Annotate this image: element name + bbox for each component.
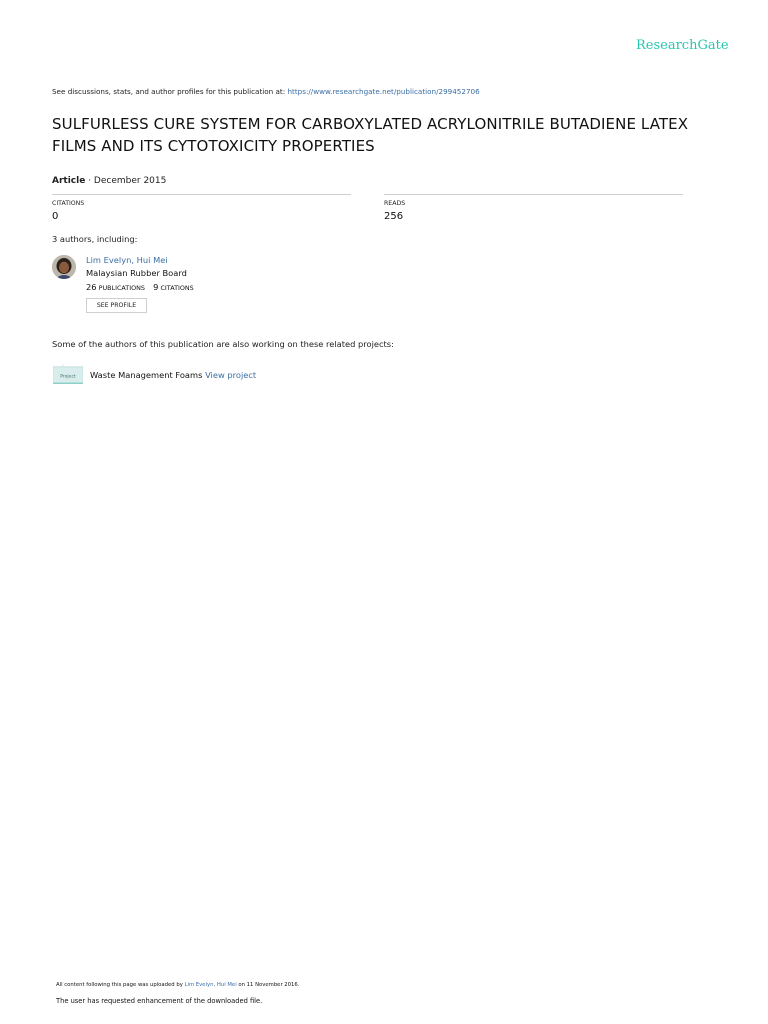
reads-value: 256: [384, 211, 404, 222]
publication-type: Article: [52, 176, 86, 186]
author-citations-count: 9: [153, 282, 159, 292]
uploaded-by-line: [56, 982, 299, 988]
folder-icon: [53, 364, 83, 384]
publication-url-link[interactable]: https://www.researchgate.net/publication/299452706: [287, 87, 480, 96]
citations-label: CITATIONS: [52, 200, 85, 207]
project-icon: [53, 364, 83, 384]
reads-label: READS: [384, 200, 406, 207]
author-publications-label: PUBLICATIONS: [98, 284, 145, 292]
author-citations-label: CITATIONS: [160, 284, 194, 292]
author-name-link[interactable]: Lim Evelyn, Hui Mei: [86, 255, 168, 265]
uploaded-suffix: on 11 November 2016.: [238, 982, 300, 988]
view-project-link[interactable]: View project: [205, 370, 257, 380]
project-name: Waste Management Foams: [90, 370, 203, 380]
author-publications-count: 26: [86, 282, 97, 292]
author-institution: Malaysian Rubber Board: [86, 268, 187, 278]
see-profile-button[interactable]: SEE PROFILE: [86, 298, 147, 313]
author-stats: [86, 282, 194, 292]
authors-heading: 3 authors, including:: [52, 234, 138, 244]
project-line: [90, 370, 256, 380]
researchgate-logo[interactable]: ResearchGate: [636, 38, 729, 53]
avatar[interactable]: [52, 255, 76, 279]
publication-date: · December 2015: [88, 176, 167, 186]
citations-divider: [52, 194, 351, 195]
reads-divider: [384, 194, 683, 195]
related-projects-heading: Some of the authors of this publication are also working on these related projects:: [52, 339, 394, 349]
publication-meta: [52, 176, 166, 186]
person-photo-icon: [52, 255, 76, 279]
enhancement-notice: The user has requested enhancement of the downloaded file.: [56, 997, 263, 1005]
project-icon-label: Project: [60, 374, 76, 380]
discussion-prefix: See discussions, stats, and author profiles for this publication at:: [52, 87, 286, 96]
citations-value: 0: [52, 211, 59, 222]
discussion-line: [52, 87, 480, 96]
uploader-link[interactable]: Lim Evelyn, Hui Mei: [184, 982, 237, 988]
publication-title: SULFURLESS CURE SYSTEM FOR CARBOXYLATED ACRYLONITRILE BUTADIENE LATEX FILMS AND ITS CYTOTOXICITY PROPERTIES: [52, 115, 689, 155]
uploaded-prefix: All content following this page was uploaded by: [56, 982, 183, 988]
